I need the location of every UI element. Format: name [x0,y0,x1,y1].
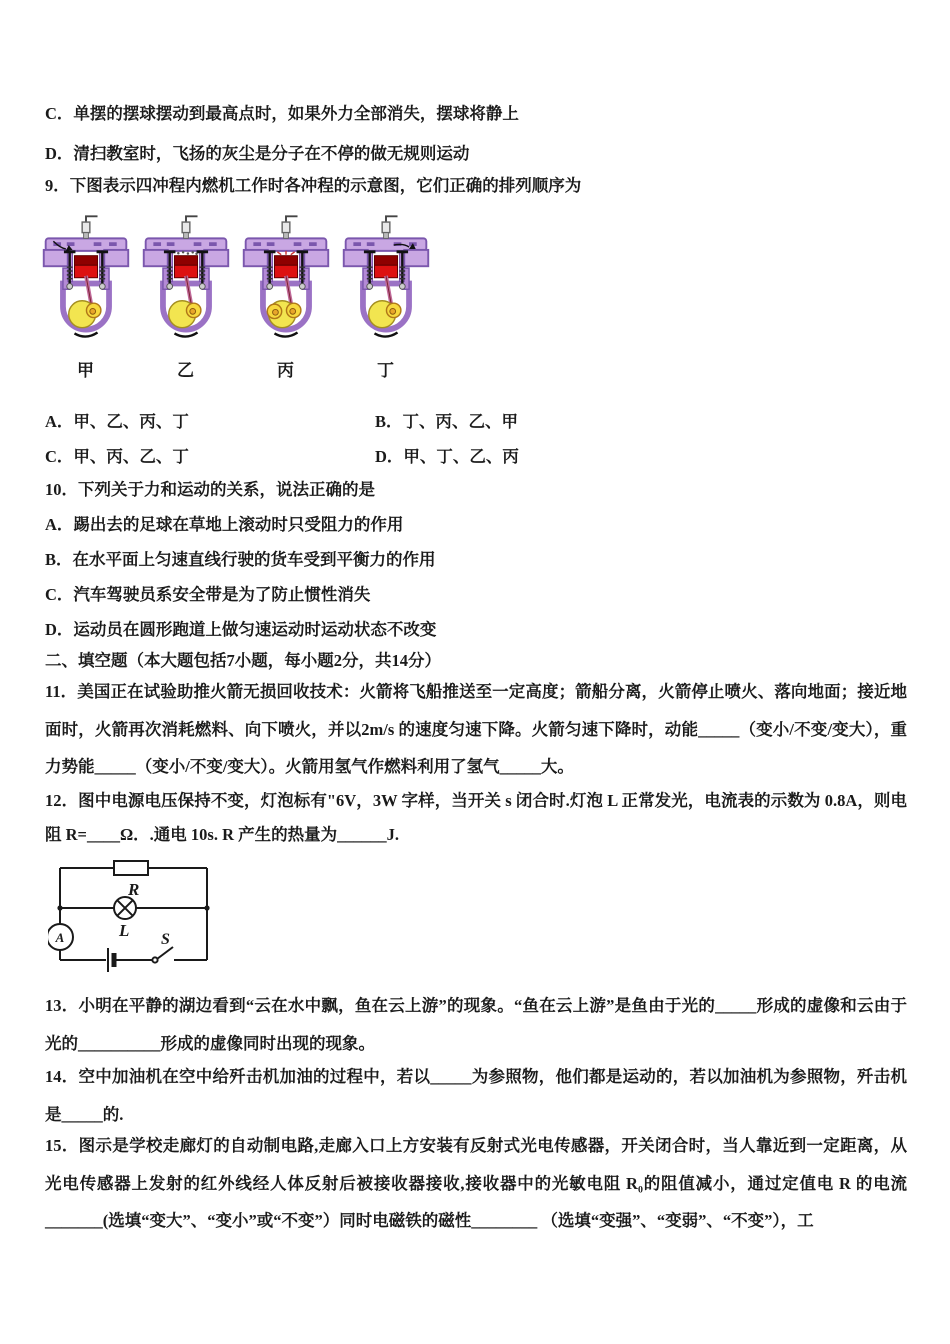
q10-option-d: D．运动员在圆形跑道上做匀速运动时运动状态不改变 [45,620,437,639]
engine-label: 丁 [377,361,395,380]
q10-option-c: C．汽车驾驶员系安全带是为了防止惯性消失 [45,585,371,604]
q9-option-b: B．丁、丙、乙、甲 [375,412,519,431]
q9-options-row-1 [45,408,907,432]
engine-jia [38,212,134,381]
lamp-label: L [119,921,130,940]
engine-compression-diagram [138,212,234,355]
ammeter-label: A [55,930,65,945]
engine-yi [138,212,234,381]
resistor-label: R [128,880,140,899]
engine-bing [238,212,334,381]
switch-label: S [161,931,170,948]
engine-label: 丙 [277,361,295,380]
q15-text: 15．图示是学校走廊灯的自动制电路,走廊入口上方安装有反射式光电传感器，开关闭合时，当人靠近到一定距离，从光电传感器上发射的红外线经人体反射后被接收器接收,接收器中的光敏电阻 R₀的阻值减小，通过定值电 R 的电流_______(选填“变大”、“变小”或“不变”）同时电磁铁的磁性________ （选填“变强”、“变弱”、“不变”），工 [45,1136,907,1230]
q10-stem: 10．下列关于力和运动的关系，说法正确的是 [45,480,375,499]
engine-intake-diagram [38,212,134,355]
q10-option-b: B．在水平面上匀速直线行驶的货车受到平衡力的作用 [45,550,436,569]
engine-power-diagram [238,212,334,355]
q9-option-d: D．甲、丁、乙、丙 [375,447,519,466]
engine-label: 甲 [77,361,95,380]
q11-text: 11．美国正在试验助推火箭无损回收技术：火箭将飞船推送至一定高度；箭船分离，火箭停止喷火、落向地面；接近地面时，火箭再次消耗燃料、向下喷火，并以2m/s 的速度匀速下降。火箭匀速下降时，动能_____（变小/不变/变大），重力势能_____（变小/不变/变大）。火箭用氢气作燃料利用了氢气_____大。 [45,682,907,776]
q12-text: 12．图中电源电压保持不变，灯泡标有"6V，3W 字样，当开关 s 闭合时.灯泡 L 正常发光，电流表的示数为 0.8A，则电阻 R=____Ω．.通电 10s. R 产生的热量为______J. [45,791,907,844]
q9-stem: 9．下图表示四冲程内燃机工作时各冲程的示意图，它们正确的排列顺序为 [45,176,582,195]
q10-option-a: A．踢出去的足球在草地上滚动时只受阻力的作用 [45,515,404,534]
option-8d: D．清扫教室时，飞扬的灰尘是分子在不停的做无规则运动 [45,144,470,163]
q12-circuit-diagram [48,852,228,984]
engine-label: 乙 [177,361,195,380]
q9-options-row-2 [45,443,907,467]
q14-text: 14．空中加油机在空中给歼击机加油的过程中，若以_____为参照物，他们都是运动的，若以加油机为参照物，歼击机是_____的. [45,1067,907,1124]
section2-header: 二、填空题（本大题包括7小题，每小题2分，共14分） [45,651,441,670]
engine-exhaust-diagram [338,212,434,355]
q9-option-c: C．甲、丙、乙、丁 [45,447,189,466]
q13-text: 13．小明在平静的湖边看到“云在水中飘，鱼在云上游”的现象。“鱼在云上游”是鱼由于光的_____形成的虚像和云由于光的__________形成的虚像同时出现的现象。 [45,996,907,1053]
option-8c: C．单摆的摆球摆动到最高点时，如果外力全部消失，摆球将静上 [45,104,519,123]
q9-engine-figure [38,212,438,381]
q9-option-a: A．甲、乙、丙、丁 [45,412,189,431]
engine-ding [338,212,434,381]
